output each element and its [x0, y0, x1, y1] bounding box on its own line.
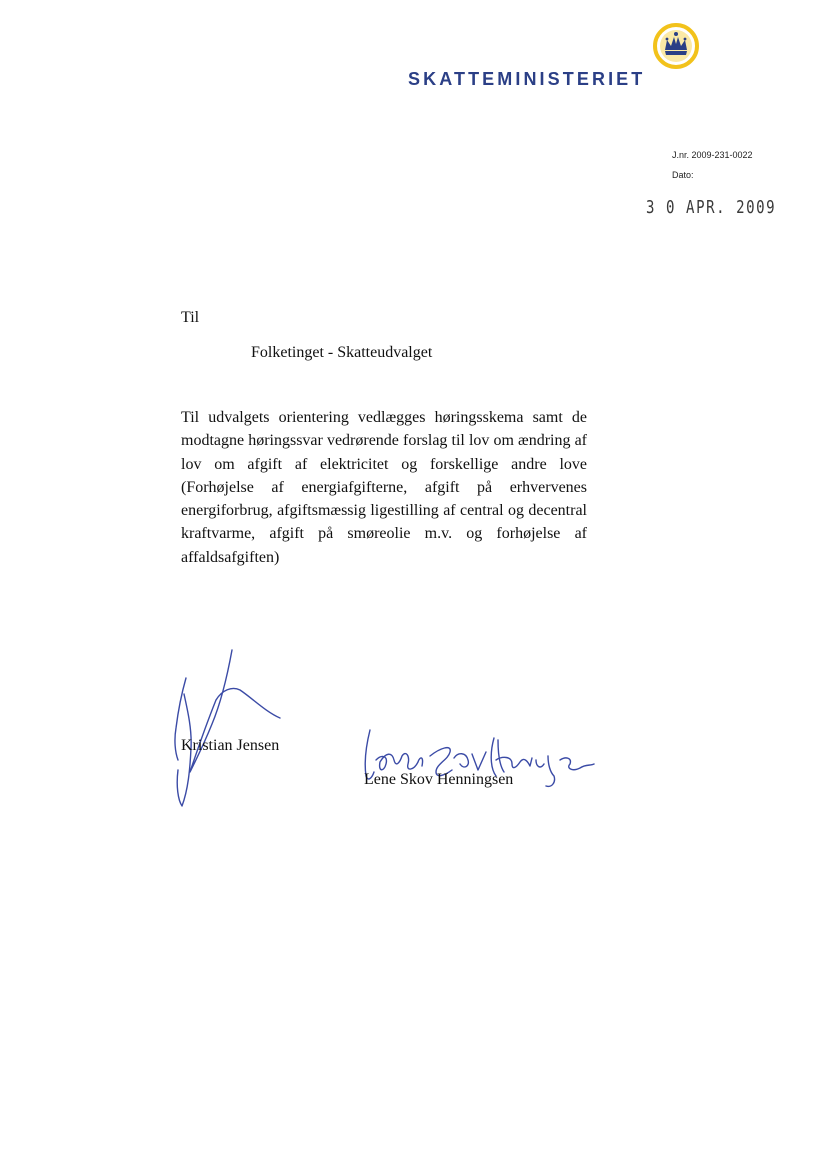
date-label: Dato: — [672, 170, 694, 180]
signer-name-1: Kristian Jensen — [181, 737, 280, 754]
date-stamp: 3 0 APR. 2009 — [646, 197, 777, 218]
organization-name: SKATTEMINISTERIET — [408, 69, 646, 89]
signer-name-2: Lene Skov Henningsen — [364, 771, 514, 788]
recipient: Folketinget - Skatteudvalget — [251, 344, 433, 361]
crown-emblem-icon — [650, 20, 702, 72]
signature-kristian-jensen — [175, 650, 280, 806]
letter-body: Til udvalgets orientering vedlægges høringsskema samt de modtagne høringssvar vedrørende forslag til lov om ændring af lov om afgift af elektricitet og forskellige andre love (Forhøjelse af energiafgifterne, afgift på erhvervenes energiforbrug, afgiftsmæssig ligestilling af central og decentral kraftvarme, afgift på smøreolie m.v. og forhøjelse af affaldsafgiften) — [181, 409, 587, 566]
salutation: Til — [181, 309, 200, 326]
journal-number: J.nr. 2009-231-0022 — [672, 150, 753, 160]
